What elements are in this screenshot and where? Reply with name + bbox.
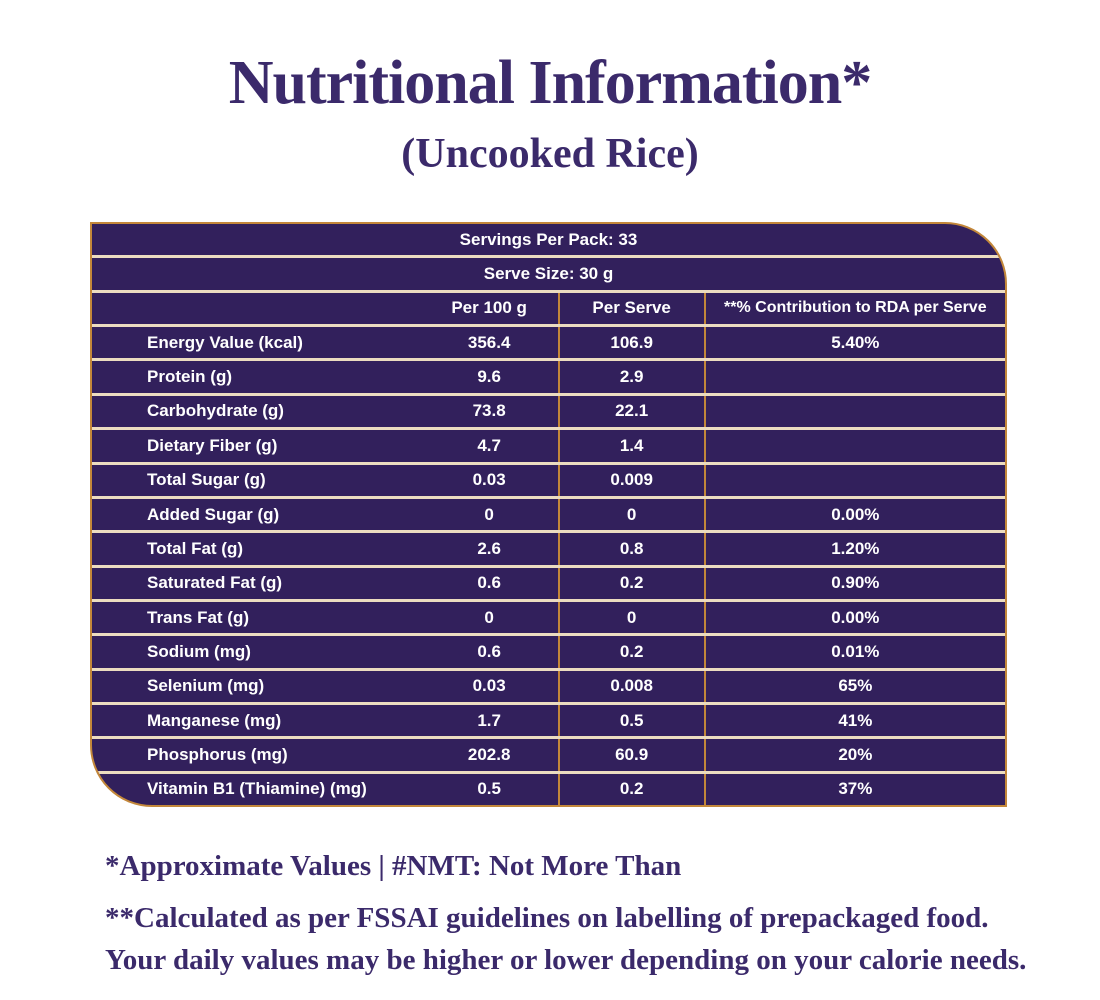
page-title: Nutritional Information* xyxy=(228,49,872,117)
footnote-approximate-values: *Approximate Values | #NMT: Not More Than xyxy=(105,850,682,882)
per-100g-value: 0 xyxy=(484,504,494,524)
table-row-selenium xyxy=(92,668,1005,702)
per-100g-value: 0 xyxy=(484,607,494,627)
per-100g-value: 0.03 xyxy=(472,676,506,696)
per-serve-value: 0.8 xyxy=(558,533,704,564)
servings-per-pack-row: Servings Per Pack: 33 xyxy=(459,229,638,249)
per-serve-value: 0 xyxy=(558,499,704,530)
nutrient-label: Vitamin B1 (Thiamine) (mg) xyxy=(147,779,367,799)
per-serve-value: 0.009 xyxy=(558,465,704,496)
per-100g-value: 0.5 xyxy=(477,779,501,799)
rda-value: 41% xyxy=(704,705,1005,736)
per-serve-value: 1.4 xyxy=(558,430,704,461)
per-serve-value: 0.2 xyxy=(558,636,704,667)
table-row-protein xyxy=(92,358,1005,392)
footnote-fssai-line2: Your daily values may be higher or lower depending on your calorie needs. xyxy=(105,944,1027,976)
column-header-rda: **% Contribution to RDA per Serve xyxy=(704,293,1005,324)
rda-value: 5.40% xyxy=(704,327,1005,358)
per-serve-value: 0.2 xyxy=(558,774,704,805)
per-100g-value: 0.03 xyxy=(472,470,506,490)
nutrient-label: Saturated Fat (g) xyxy=(147,573,283,593)
per-100g-value: 9.6 xyxy=(477,367,501,387)
rda-value: 20% xyxy=(704,739,1005,770)
table-row-added-sugar xyxy=(92,496,1005,530)
per-serve-value: 22.1 xyxy=(558,396,704,427)
table-row-manganese xyxy=(92,702,1005,736)
nutrient-label: Dietary Fiber (g) xyxy=(147,435,278,455)
footnote-fssai-line1: **Calculated as per FSSAI guidelines on labelling of prepackaged food. xyxy=(105,902,989,934)
rda-value xyxy=(704,430,1005,461)
nutrient-label: Protein (g) xyxy=(147,367,232,387)
table-row-sodium xyxy=(92,633,1005,667)
serve-size-row: Serve Size: 30 g xyxy=(92,255,1005,289)
rda-value xyxy=(704,465,1005,496)
nutrient-label: Energy Value (kcal) xyxy=(147,332,303,352)
per-serve-value: 0.008 xyxy=(558,671,704,702)
rda-value: 0.00% xyxy=(704,602,1005,633)
per-serve-value: 106.9 xyxy=(558,327,704,358)
nutrition-table xyxy=(90,222,1007,807)
rda-value: 0.90% xyxy=(704,568,1005,599)
nutrient-label: Added Sugar (g) xyxy=(147,504,280,524)
nutrient-label: Trans Fat (g) xyxy=(147,607,250,627)
table-row-saturated-fat xyxy=(92,565,1005,599)
per-100g-value: 4.7 xyxy=(477,435,501,455)
table-row-carbohydrate xyxy=(92,393,1005,427)
per-100g-value: 1.7 xyxy=(477,710,501,730)
per-serve-value: 0.2 xyxy=(558,568,704,599)
table-row-total-fat xyxy=(92,530,1005,564)
per-serve-value: 60.9 xyxy=(558,739,704,770)
rda-value xyxy=(704,361,1005,392)
nutrient-label: Phosphorus (mg) xyxy=(147,745,288,765)
table-header-row xyxy=(92,290,1005,324)
table-row-vitamin-b1 xyxy=(92,771,1005,805)
table-row-total-sugar xyxy=(92,462,1005,496)
rda-value: 37% xyxy=(704,774,1005,805)
per-serve-value: 0 xyxy=(558,602,704,633)
nutrient-label: Total Fat (g) xyxy=(147,538,243,558)
per-serve-value: 2.9 xyxy=(558,361,704,392)
nutrient-label: Manganese (mg) xyxy=(147,710,282,730)
rda-value xyxy=(704,396,1005,427)
rda-value: 0.00% xyxy=(704,499,1005,530)
per-100g-value: 0.6 xyxy=(477,573,501,593)
per-100g-value: 73.8 xyxy=(472,401,506,421)
nutrient-label: Total Sugar (g) xyxy=(147,470,266,490)
rda-value: 0.01% xyxy=(704,636,1005,667)
rda-value: 1.20% xyxy=(704,533,1005,564)
nutrient-label: Carbohydrate (g) xyxy=(147,401,284,421)
table-row-dietary-fiber xyxy=(92,427,1005,461)
page-subtitle: (Uncooked Rice) xyxy=(401,131,699,177)
table-row-trans-fat xyxy=(92,599,1005,633)
footnote-fssai xyxy=(105,897,1026,981)
per-100g-value: 356.4 xyxy=(467,332,511,352)
per-serve-value: 0.5 xyxy=(558,705,704,736)
per-100g-value: 202.8 xyxy=(467,745,511,765)
per-100g-value: 2.6 xyxy=(477,538,501,558)
table-row-phosphorus xyxy=(92,736,1005,770)
nutrient-label: Sodium (mg) xyxy=(147,641,251,661)
nutrient-label: Selenium (mg) xyxy=(147,676,265,696)
column-header-per-100g: Per 100 g xyxy=(451,298,527,318)
per-100g-value: 0.6 xyxy=(477,641,501,661)
rda-value: 65% xyxy=(704,671,1005,702)
column-header-label xyxy=(92,293,421,324)
table-row-energy xyxy=(92,324,1005,358)
column-header-per-serve: Per Serve xyxy=(558,293,704,324)
